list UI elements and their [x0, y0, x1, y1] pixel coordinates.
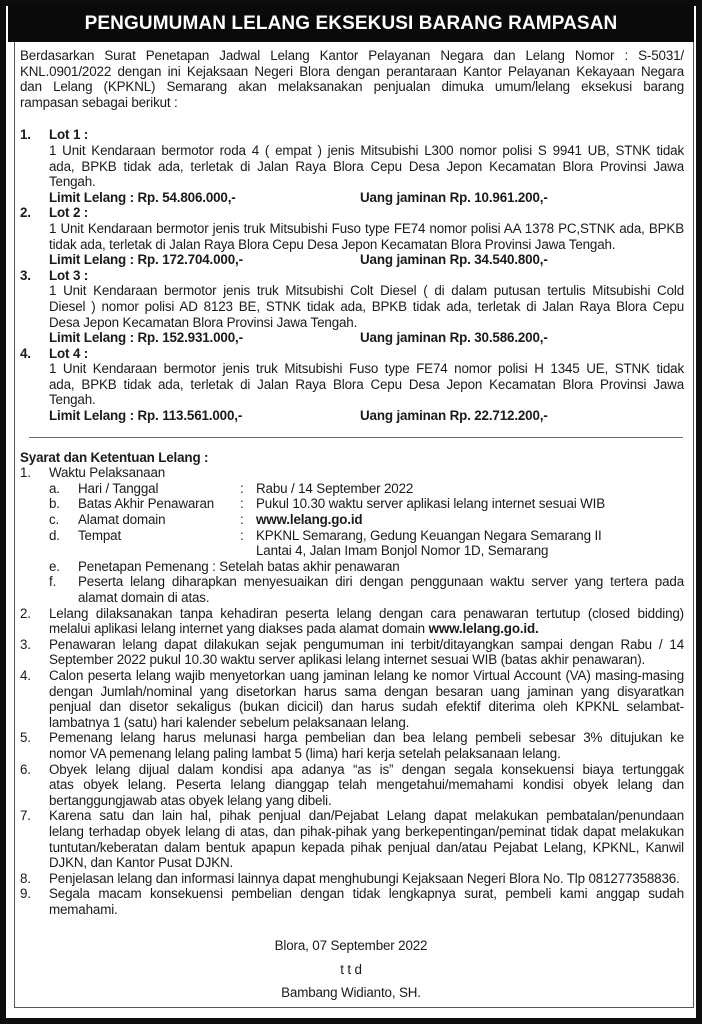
term-number: 7.	[20, 808, 31, 824]
lot-number: 1.	[20, 127, 31, 143]
lot-price-row	[49, 252, 684, 268]
lot-description-line: Tengah.	[49, 174, 96, 190]
term-item	[20, 808, 684, 870]
uang-jaminan: Uang jaminan Rp. 22.712.200,-	[360, 408, 548, 424]
term-sub-item	[20, 528, 684, 559]
term-number: 5.	[20, 730, 31, 746]
signature-ttd: t t d	[340, 962, 362, 977]
limit-lelang: Limit Lelang : Rp. 113.561.000,-	[49, 408, 243, 424]
document-body	[20, 48, 684, 917]
limit-lelang: Limit Lelang : Rp. 172.704.000,-	[49, 252, 243, 268]
lot-description-line: Desa Jepon Kecamatan Blora Provinsi Jawa Tengah.	[49, 314, 358, 330]
term-item	[20, 762, 684, 809]
lot-description-line: 1 Unit Kendaraan bermotor jenis truk Mitsubishi Fuso type FE74 nomor polisi H 1345 UE, STNK tidak	[49, 361, 684, 377]
limit-lelang: Limit Lelang : Rp. 54.806.000,-	[49, 189, 236, 205]
sub-value: Pukul 10.30 waktu server aplikasi lelang internet sesuai WIB	[256, 496, 606, 512]
domain-link[interactable]: www.lelang.go.id	[256, 512, 363, 528]
sub-letter: b.	[49, 496, 60, 512]
sub-colon: :	[240, 480, 244, 496]
term-item	[20, 668, 684, 730]
lot-description-line: 1 Unit Kendaraan bermotor jenis truk Mitsubishi Colt Diesel ( di dalam putusan tertulis Mitsubishi Cold	[49, 283, 684, 299]
term-line: Pemenang lelang harus melunasi harga pembelian dan bea lelang pembeli sebesar 3% ditujukan ke	[49, 730, 684, 746]
uang-jaminan: Uang jaminan Rp. 34.540.800,-	[360, 252, 548, 268]
lot-item	[20, 346, 684, 424]
term-sub-item	[20, 559, 684, 575]
sub-colon: :	[240, 512, 244, 528]
lot-price-row	[49, 330, 684, 346]
term-line: bertanggungjawab atas obyek lelang yang dibeli.	[49, 792, 332, 808]
term-item	[20, 871, 684, 887]
sub-text-line: alamat domain di atas.	[78, 590, 210, 605]
term-line: Penawaran lelang dapat dilakukan sejak pengumuman ini terbit/ditayangkan sampai dengan Rabu / 14	[49, 636, 684, 652]
term-line: Obyek lelang dijual dalam kondisi apa adanya “as is” dengan segala konsekuensi biaya tertunggak	[49, 761, 684, 777]
sub-key: Batas Akhir Penawaran	[78, 496, 215, 512]
sub-letter: d.	[49, 527, 60, 543]
lot-description-line: ada, BPKB tidak ada, terletak di Jalan Raya Blora Cepu Desa Jepon Kecamatan Blora Provinsi Jawa	[49, 376, 684, 392]
term-line: dengan Jumlah/nominal yang disetorkan harus sama dengan besaran uang jaminan yang disyaratkan	[49, 683, 684, 699]
intro-line: KNL.0901/2022 dengan ini Kejaksaan Negeri Blora dengan perantaraan Kantor Pelayanan Kekayaan Negara	[20, 63, 684, 79]
sub-key: Alamat domain	[78, 512, 166, 528]
term-line: penjual dan disetor sekaligus (bukan dicicil) dan harus sudah efektif diterima oleh KPKNL selambat-	[49, 699, 684, 715]
term-line-text: melalui aplikasi lelang internet yang diakses pada alamat domain	[49, 621, 429, 637]
term-line: Karena satu dan lain hal, pihak penjual dan/Pejabat Lelang dapat melakukan pembatalan/penundaan	[49, 808, 684, 824]
sub-letter: c.	[49, 512, 60, 528]
term-line: lambatnya 1 (satu) hari kalender sebelum pelaksanaan lelang.	[49, 714, 410, 730]
domain-link[interactable]: www.lelang.go.id.	[428, 621, 539, 637]
lot-list	[20, 127, 684, 423]
term-line: lelang terhadap obyek lelang di atas, dan pihak-pihak yang berkepentingan/peminat tidak dapat melakukan	[49, 823, 684, 839]
sub-value: Rabu / 14 September 2022	[256, 480, 414, 496]
lot-item	[20, 127, 684, 205]
lot-description-line: ada, BPKB tidak ada, terletak di Jalan Raya Blora Cepu Desa Jepon Kecamatan Blora Provinsi Jawa	[49, 158, 684, 174]
terms-heading: Syarat dan Ketentuan Lelang :	[20, 449, 209, 465]
term-sub-item	[20, 512, 684, 528]
term-line: atas obyek lelang. Peserta lelang dianggap telah mengetahui/memahami kondisi obyek lelang dan	[49, 777, 684, 793]
lot-label: Lot 2 :	[49, 205, 89, 221]
lot-price-row	[49, 190, 684, 206]
term-line: Penjelasan lelang dan informasi lainnya dapat menghubungi Kejaksaan Negeri Blora No. Tlp 081277358836.	[49, 870, 680, 886]
term-number: 2.	[20, 605, 31, 621]
term-number: 1.	[20, 465, 31, 481]
lot-description-line: Tengah.	[49, 392, 96, 408]
section-divider	[29, 437, 683, 438]
intro-line: Berdasarkan Surat Penetapan Jadwal Lelang Kantor Pelayanan Negara dan Lelang Nomor : S-5031/	[20, 48, 684, 63]
term-item	[20, 606, 684, 637]
signature-name: Bambang Widianto, SH.	[281, 985, 421, 1000]
lot-description-line: Diesel ) nomor polisi AD 8123 BE, STNK tidak ada, BPKB tidak ada, terletak di Jalan Raya Blora Cepu	[49, 298, 684, 314]
lot-number: 3.	[20, 267, 31, 283]
lot-price-row	[49, 408, 684, 424]
sub-value-continued: Lantai 4, Jalan Imam Bonjol Nomor 1D, Semarang	[256, 543, 549, 559]
lot-label: Lot 3 :	[49, 267, 89, 283]
term-line: Calon peserta lelang wajib menyetorkan uang jaminan lelang ke nomor Virtual Account (VA) masing-masing	[49, 667, 684, 683]
sub-key: Hari / Tanggal	[78, 480, 159, 496]
term-number: 4.	[20, 667, 31, 683]
sub-key: Tempat	[78, 527, 122, 543]
term-number: 9.	[20, 886, 31, 902]
lot-label: Lot 1 :	[49, 127, 89, 143]
page-title: PENGUMUMAN LELANG EKSEKUSI BARANG RAMPASAN	[8, 6, 694, 42]
sub-text-line: Peserta lelang diharapkan menyesuaikan diri dengan penggunaan waktu server yang tertera pada	[78, 574, 684, 590]
sub-letter: e.	[49, 558, 60, 574]
lot-description-line: 1 Unit Kendaraan bermotor jenis truk Mitsubishi Fuso type FE74 nomor polisi AA 1378 PC,STNK ada, BPKB	[49, 220, 684, 236]
lot-item	[20, 205, 684, 267]
term-sub-item	[20, 481, 684, 497]
lot-number: 4.	[20, 345, 31, 361]
term-line	[49, 621, 684, 637]
lot-number: 2.	[20, 205, 31, 221]
sub-colon: :	[240, 496, 244, 512]
sub-value: KPKNL Semarang, Gedung Keuangan Negara Semarang II	[256, 527, 602, 543]
term-line: DJKN, dan Kantor Pusat DJKN.	[49, 855, 234, 871]
term-line: Lelang dilaksanakan tanpa kehadiran peserta lelang dengan cara penawaran tertutup (closed bidding)	[49, 605, 684, 621]
term-number: 3.	[20, 636, 31, 652]
term-sub-item	[20, 574, 684, 605]
terms-section	[20, 450, 684, 918]
term-number: 6.	[20, 761, 31, 777]
signature-place-date: Blora, 07 September 2022	[274, 938, 428, 953]
term-sub-item	[20, 496, 684, 512]
lot-label: Lot 4 :	[49, 345, 89, 361]
uang-jaminan: Uang jaminan Rp. 30.586.200,-	[360, 330, 548, 346]
term-line: memahami.	[49, 901, 118, 917]
lot-description-line: tidak ada, terletak di Jalan Raya Blora Cepu Desa Jepon Kecamatan Blora Provinsi Jawa Tengah.	[49, 236, 616, 252]
term-item	[20, 465, 684, 481]
intro-line: rampasan sebagai berikut :	[20, 94, 178, 110]
term-item	[20, 886, 684, 917]
lot-item	[20, 268, 684, 346]
term-item	[20, 730, 684, 761]
sub-letter: a.	[49, 480, 60, 496]
term-number: 8.	[20, 870, 31, 886]
sub-text: Penetapan Pemenang : Setelah batas akhir penawaran	[78, 558, 400, 574]
term-item	[20, 637, 684, 668]
sub-letter: f.	[49, 574, 57, 590]
term-line: Segala macam konsekuensi pembelian dengan tidak lengkapnya surat, pembeli kami anggap sudah	[49, 886, 684, 902]
term-label: Waktu Pelaksanaan	[49, 465, 166, 481]
limit-lelang: Limit Lelang : Rp. 152.931.000,-	[49, 330, 243, 346]
lot-description-line: 1 Unit Kendaraan bermotor roda 4 ( empat ) jenis Mitsubishi L300 nomor polisi S 9941 UB, STNK tidak	[49, 142, 684, 158]
intro-line: dan Lelang (KPKNL) Semarang akan melaksanakan penjualan dimuka umum/lelang eksekusi barang	[20, 79, 684, 95]
intro-paragraph	[20, 48, 684, 110]
sub-colon: :	[240, 527, 244, 543]
term-line: tuntutan/keberatan dalam bentuk apapun kepada pihak penjual dan/atau Pejabat Lelang, KPKNL, Kanwil	[49, 839, 684, 855]
uang-jaminan: Uang jaminan Rp. 10.961.200,-	[360, 189, 548, 205]
term-line: nomor VA pemenang lelang paling lambat 5 (lima) hari kerja setelah pelaksanaan lelang.	[49, 745, 561, 761]
term-line: September 2022 pukul 10.30 waktu server aplikasi lelang internet sesuai WIB (batas akhir penawaran).	[49, 652, 646, 668]
